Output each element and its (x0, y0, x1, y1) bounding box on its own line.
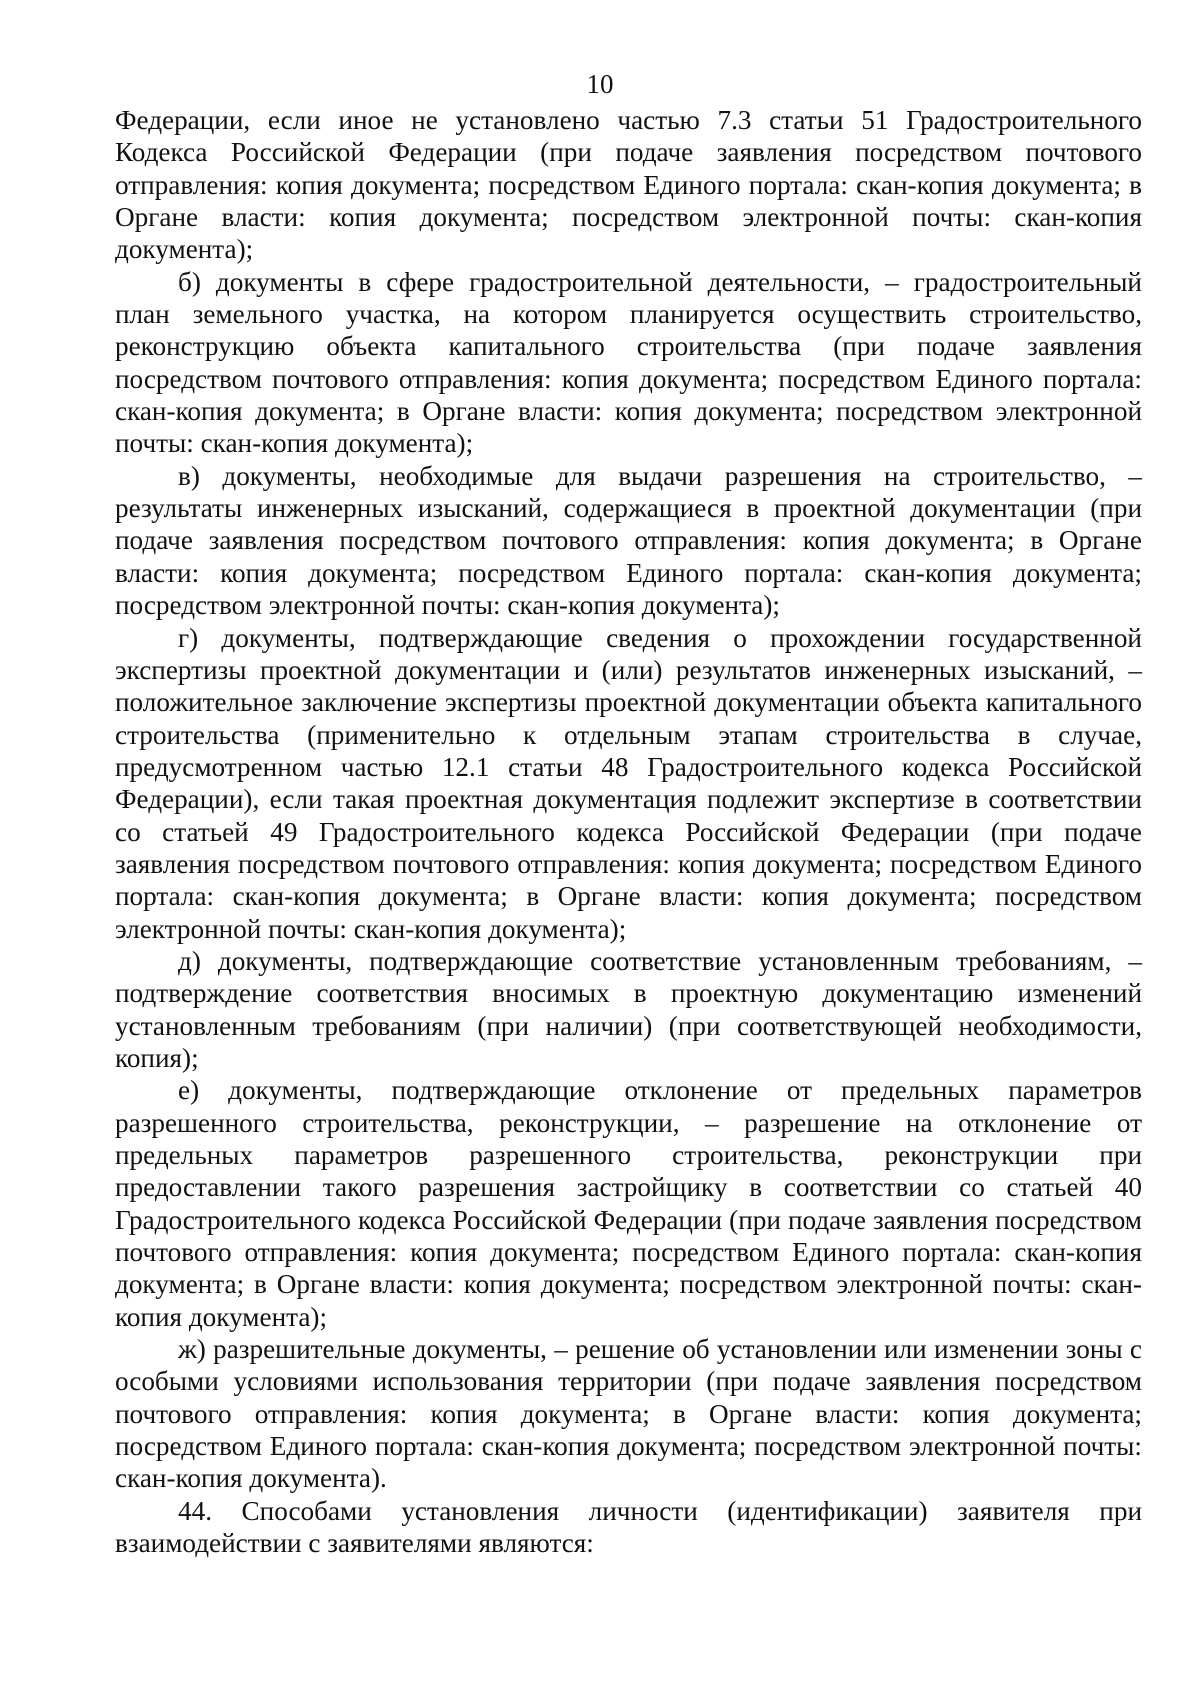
paragraph-clause-44: 44. Способами установления личности (идентификации) заявителя при взаимодействии с заявителями являются: (115, 1495, 1142, 1559)
document-body (115, 104, 1142, 1559)
paragraph-item-zh: ж) разрешительные документы, – решение об установлении или изменении зоны с особыми условиями использования территории (при подаче заявления посредством почтового отправления: копия документа; в Органе власти: копия документа; посредством Единого портала: скан-копия документа; посредством электронной почты: скан-копия документа). (115, 1334, 1142, 1494)
paragraph-item-v: в) документы, необходимые для выдачи разрешения на строительство, – результаты инженерных изысканий, содержащиеся в проектной документации (при подаче заявления посредством почтового отправления: копия документа; в Органе власти: копия документа; посредством Единого портала: скан-копия документа; посредством электронной почты: скан-копия документа); (115, 460, 1142, 621)
paragraph-item-e: е) документы, подтверждающие отклонение от предельных параметров разрешенного строительства, реконструкции, – разрешение на отклонение от предельных параметров разрешенного строительства, реконструкции при предоставлении такого разрешения застройщику в соответствии со статьей 40 Градостроительного кодекса Российской Федерации (при подаче заявления посредством почтового отправления: копия документа; посредством Единого портала: скан-копия документа; в Органе власти: копия документа; посредством электронной почты: скан-копия документа); (115, 1075, 1142, 1332)
page-number: 10 (586, 69, 614, 99)
paragraph-item-g: г) документы, подтверждающие сведения о прохождении государственной экспертизы проектной документации и (или) результатов инженерных изысканий, – положительное заключение экспертизы проектной документации объекта капитального строительства (применительно к отдельным этапам строительства в случае, предусмотренном частью 12.1 статьи 48 Градостроительного кодекса Российской Федерации), если такая проектная документация подлежит экспертизе в соответствии со статьей 49 Градостроительного кодекса Российской Федерации (при подаче заявления посредством почтового отправления: копия документа; посредством Единого портала: скан-копия документа; в Органе власти: копия документа; посредством электронной почты: скан-копия документа); (115, 622, 1142, 944)
paragraph-item-d: д) документы, подтверждающие соответствие установленным требованиям, – подтверждение соответствия вносимых в проектную документацию изменений установленным требованиям (при наличии) (при соответствующей необходимости, копия); (115, 945, 1142, 1073)
paragraph-item-b: б) документы в сфере градостроительной деятельности, – градостроительный план земельного участка, на котором планируется осуществить строительство, реконструкцию объекта капитального строительства (при подаче заявления посредством почтового отправления: копия документа; посредством Единого портала: скан-копия документа; в Органе власти: копия документа; посредством электронной почты: скан-копия документа); (115, 266, 1142, 459)
paragraph-continuation: Федерации, если иное не установлено частью 7.3 статьи 51 Градостроительного Кодекса Российской Федерации (при подаче заявления посредством почтового отправления: копия документа; посредством Единого портала: скан-копия документа; в Органе власти: копия документа; посредством электронной почты: скан-копия документа); (115, 105, 1142, 265)
